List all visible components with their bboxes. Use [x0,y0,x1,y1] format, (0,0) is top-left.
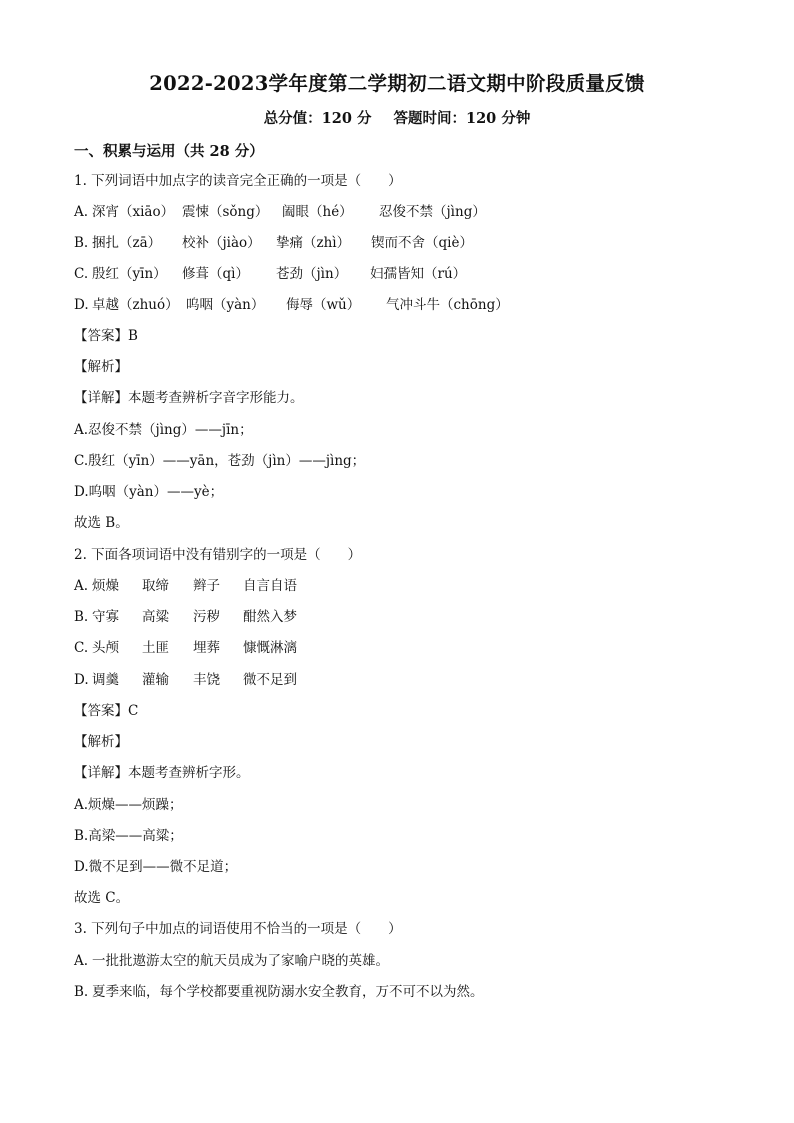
option-item: 调羹 [92,672,119,688]
option-row [74,265,724,283]
exam-time: 答题时间：120 分钟 [393,110,531,127]
option-item: 灌输 [142,672,169,688]
analysis-label: 【解析】 [74,734,128,750]
option-item: 苍劲（jìn） [276,266,348,282]
note-line: B.高梁——高粱； [74,828,183,844]
conclusion-text: 故选 C。 [74,890,130,906]
page-title: 2022-2023学年度第二学期初二语文期中阶段质量反馈 [149,72,645,95]
option-item: 微不足到 [243,672,297,688]
section-heading: 一、积累与运用（共 28 分） [74,143,264,160]
detail-text: 【详解】本题考查辨析字音字形能力。 [74,390,304,406]
option-item: 深宵（xiāo） [92,204,175,220]
option-row [74,608,474,626]
option-label: C. [74,266,89,282]
option-item: 土匪 [142,640,169,656]
option-label: B. [74,609,89,625]
note-line: D.微不足到——微不足道； [74,859,238,875]
option-item: 取缔 [142,578,169,594]
option-item: 侮辱（wǔ） [286,297,361,313]
option-row [74,639,474,657]
option-label: A. [74,578,89,594]
option-label: D. [74,297,89,313]
question-stem: 2. 下面各项词语中没有错别字的一项是（ ） [74,547,362,563]
option-item: 呜咽（yàn） [186,297,265,313]
option-item: 忍俊不禁（jìng） [379,204,486,220]
option-row [74,203,724,221]
option-item: 酣然入梦 [243,609,297,625]
option-label: C. [74,640,89,656]
detail-text: 【详解】本题考查辨析字形。 [74,765,250,781]
question-stem: 3. 下列句子中加点的词语使用不恰当的一项是（ ） [74,921,402,937]
option-item: 慷慨淋漓 [243,640,297,656]
note-line: C.殷红（yīn）——yān，苍劲（jìn）——jìng； [74,453,366,469]
option-item: 高粱 [142,609,169,625]
option-item: 震悚（sǒng） [182,204,269,220]
option-text: 一批批遨游太空的航天员成为了家喻户晓的英雄。 [92,953,389,969]
exam-info [0,107,794,128]
note-line: A.忍俊不禁（jìng）——jīn； [74,422,253,438]
option-row [74,952,724,970]
option-row [74,234,724,252]
answer-label: 【答案】B [74,328,138,344]
option-item: 修葺（qì） [182,266,249,282]
option-label: A. [74,953,89,969]
note-line: D.呜咽（yàn）——yè； [74,484,224,500]
option-item: 守寡 [92,609,119,625]
option-item: 气冲斗牛（chōng） [386,297,509,313]
option-row [74,296,724,314]
analysis-label: 【解析】 [74,359,128,375]
option-item: 污秽 [193,609,220,625]
option-item: 卓越（zhuó） [92,297,179,313]
option-row [74,983,724,1001]
option-label: B. [74,984,89,1000]
note-line: A.烦燥——烦躁； [74,797,183,813]
total-score: 总分值：120 分 [263,110,372,127]
option-item: 自言自语 [243,578,297,594]
option-label: B. [74,235,89,251]
option-item: 埋葬 [193,640,220,656]
option-item: 挚痛（zhì） [276,235,351,251]
option-item: 辫子 [193,578,220,594]
option-item: 捆扎（zā） [92,235,162,251]
option-label: A. [74,204,89,220]
option-text: 夏季来临，每个学校都要重视防溺水安全教育，万不可不以为然。 [92,984,484,1000]
option-item: 殷红（yīn） [92,266,167,282]
answer-label: 【答案】C [74,703,139,719]
option-item: 妇孺皆知（rú） [370,266,467,282]
question-stem: 1. 下列词语中加点字的读音完全正确的一项是（ ） [74,173,402,189]
option-row [74,671,474,689]
option-item: 丰饶 [193,672,220,688]
option-item: 烦燥 [92,578,119,594]
conclusion-text: 故选 B。 [74,515,129,531]
option-item: 头颅 [92,640,119,656]
option-label: D. [74,672,89,688]
option-item: 锲而不舍（qiè） [371,235,473,251]
option-item: 阖眼（hé） [282,204,353,220]
option-row [74,577,474,595]
option-item: 校补（jiào） [182,235,261,251]
